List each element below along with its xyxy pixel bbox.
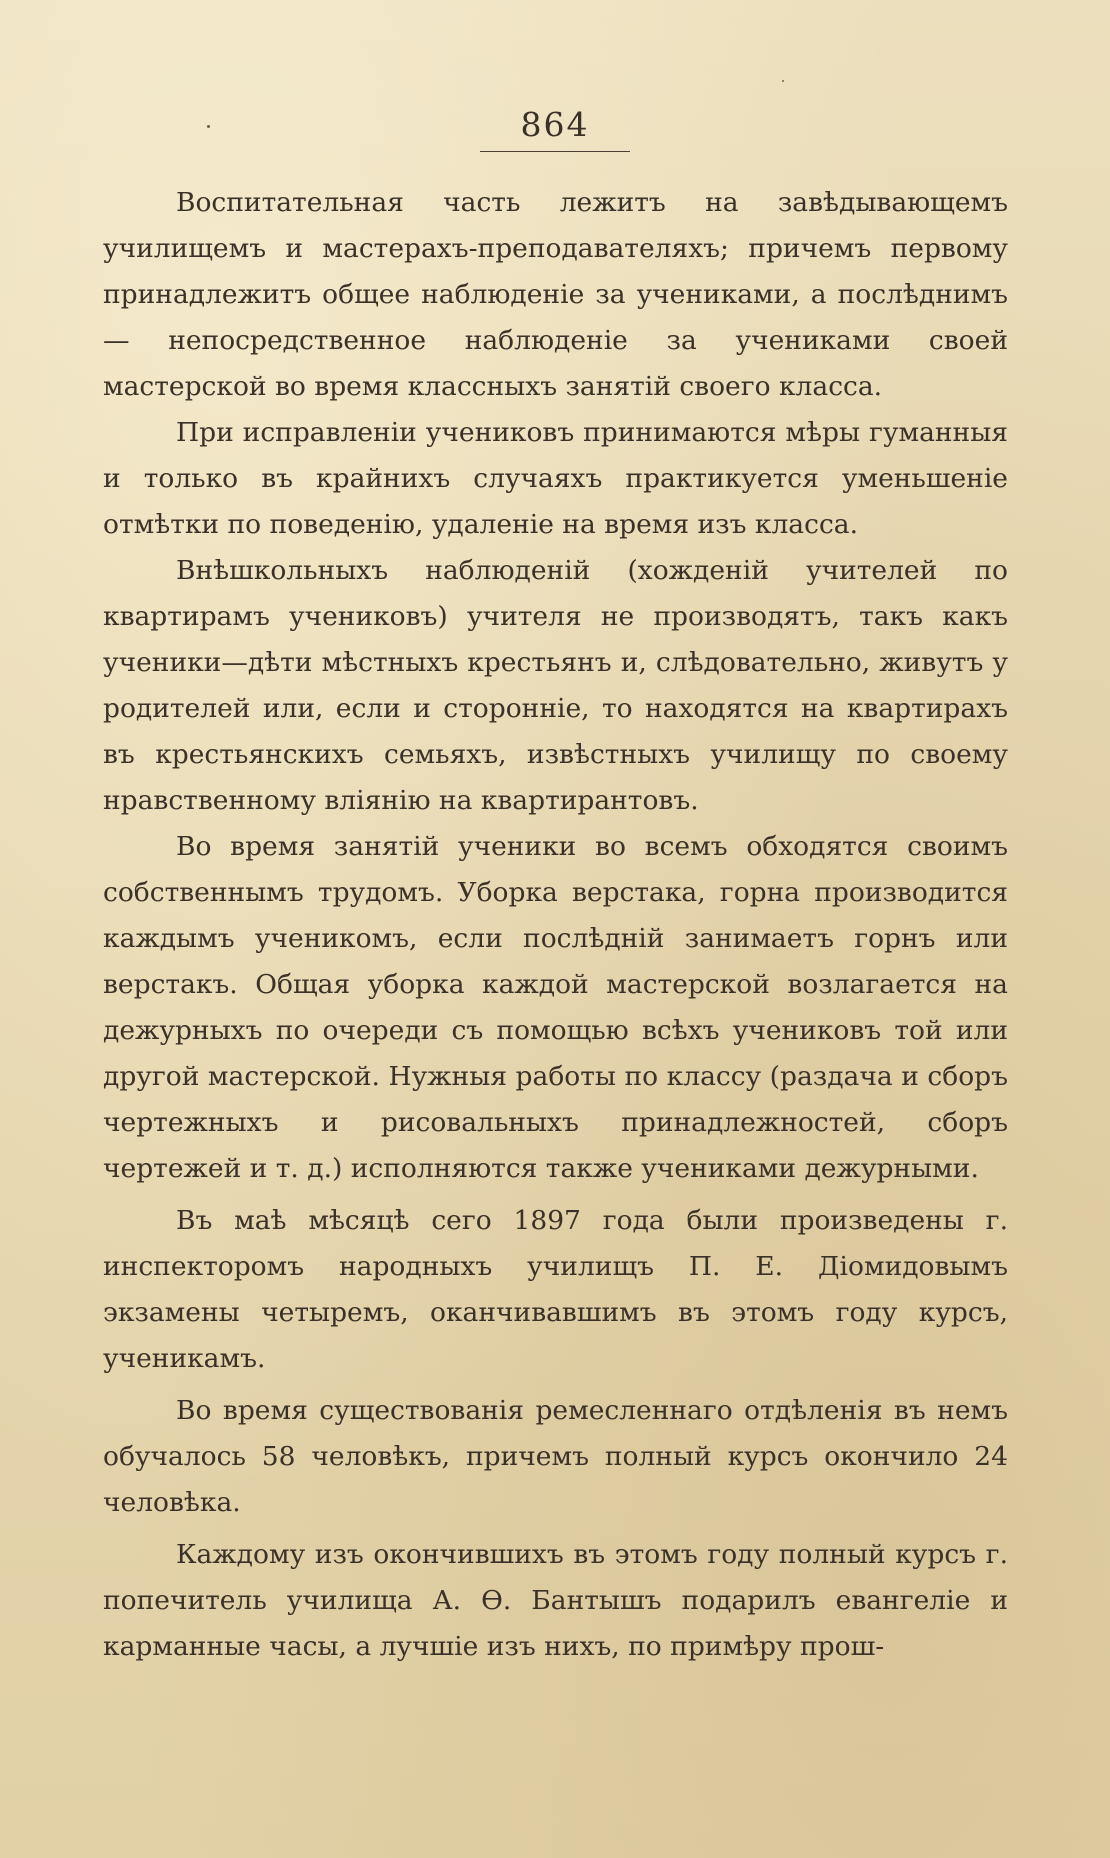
page-header: [480, 105, 630, 152]
paragraph: Каждому изъ окончившихъ въ этомъ году полный курсъ г. попечитель училища А. Ѳ. Бантышъ подарилъ евангеліе и карманные часы, а лучшіе изъ нихъ, по примѣру прош-: [103, 1539, 1008, 1662]
header-rule: [480, 151, 630, 152]
paragraph: При исправленіи учениковъ принимаются мѣры гуманныя и только въ крайнихъ случаяхъ практикуется уменьшеніе отмѣтки по поведенію, удаленіе на время изъ класса.: [103, 417, 1008, 540]
paragraph: Воспитательная часть лежитъ на завѣдывающемъ училищемъ и мастерахъ-преподавателяхъ; причемъ первому принадлежитъ общее наблюденіе за учениками, а послѣднимъ— непосредственное наблюденіе за учениками своей мастерской во время классныхъ занятій своего класса.: [103, 187, 1008, 402]
ink-speck: [782, 80, 784, 82]
paragraph: Въ маѣ мѣсяцѣ сего 1897 года были произведены г. инспекторомъ народныхъ училищъ П. Е. Діомидовымъ экзамены четыремъ, оканчивавшимъ въ этомъ году курсъ, ученикамъ.: [103, 1205, 1008, 1374]
page-number: 864: [520, 105, 590, 144]
paragraph: Внѣшкольныхъ наблюденій (хожденій учителей по квартирамъ учениковъ) учителя не производятъ, такъ какъ ученики—дѣти мѣстныхъ крестьянъ и, слѣдовательно, живутъ у родителей или, если и сторонніе, то находятся на квартирахъ въ крестьянскихъ семьяхъ, извѣстныхъ училищу по своему нравственному вліянію на квартирантовъ.: [103, 555, 1008, 816]
paragraph: Во время занятій ученики во всемъ обходятся своимъ собственнымъ трудомъ. Уборка верстака, горна производится каждымъ ученикомъ, если послѣдній занимаетъ горнъ или верстакъ. Общая уборка каждой мастерской возлагается на дежурныхъ по очереди съ помощью всѣхъ учениковъ той или другой мастерской. Нужныя работы по классу (раздача и сборъ чертежныхъ и рисовальныхъ принадлежностей, сборъ чертежей и т. д.) исполняются также учениками дежурными.: [103, 831, 1008, 1184]
paragraph: Во время существованія ремесленнаго отдѣленія въ немъ обучалось 58 человѣкъ, причемъ полный курсъ окончило 24 человѣка.: [103, 1395, 1008, 1518]
body-text: [103, 180, 1008, 1670]
ink-speck: [207, 125, 210, 128]
